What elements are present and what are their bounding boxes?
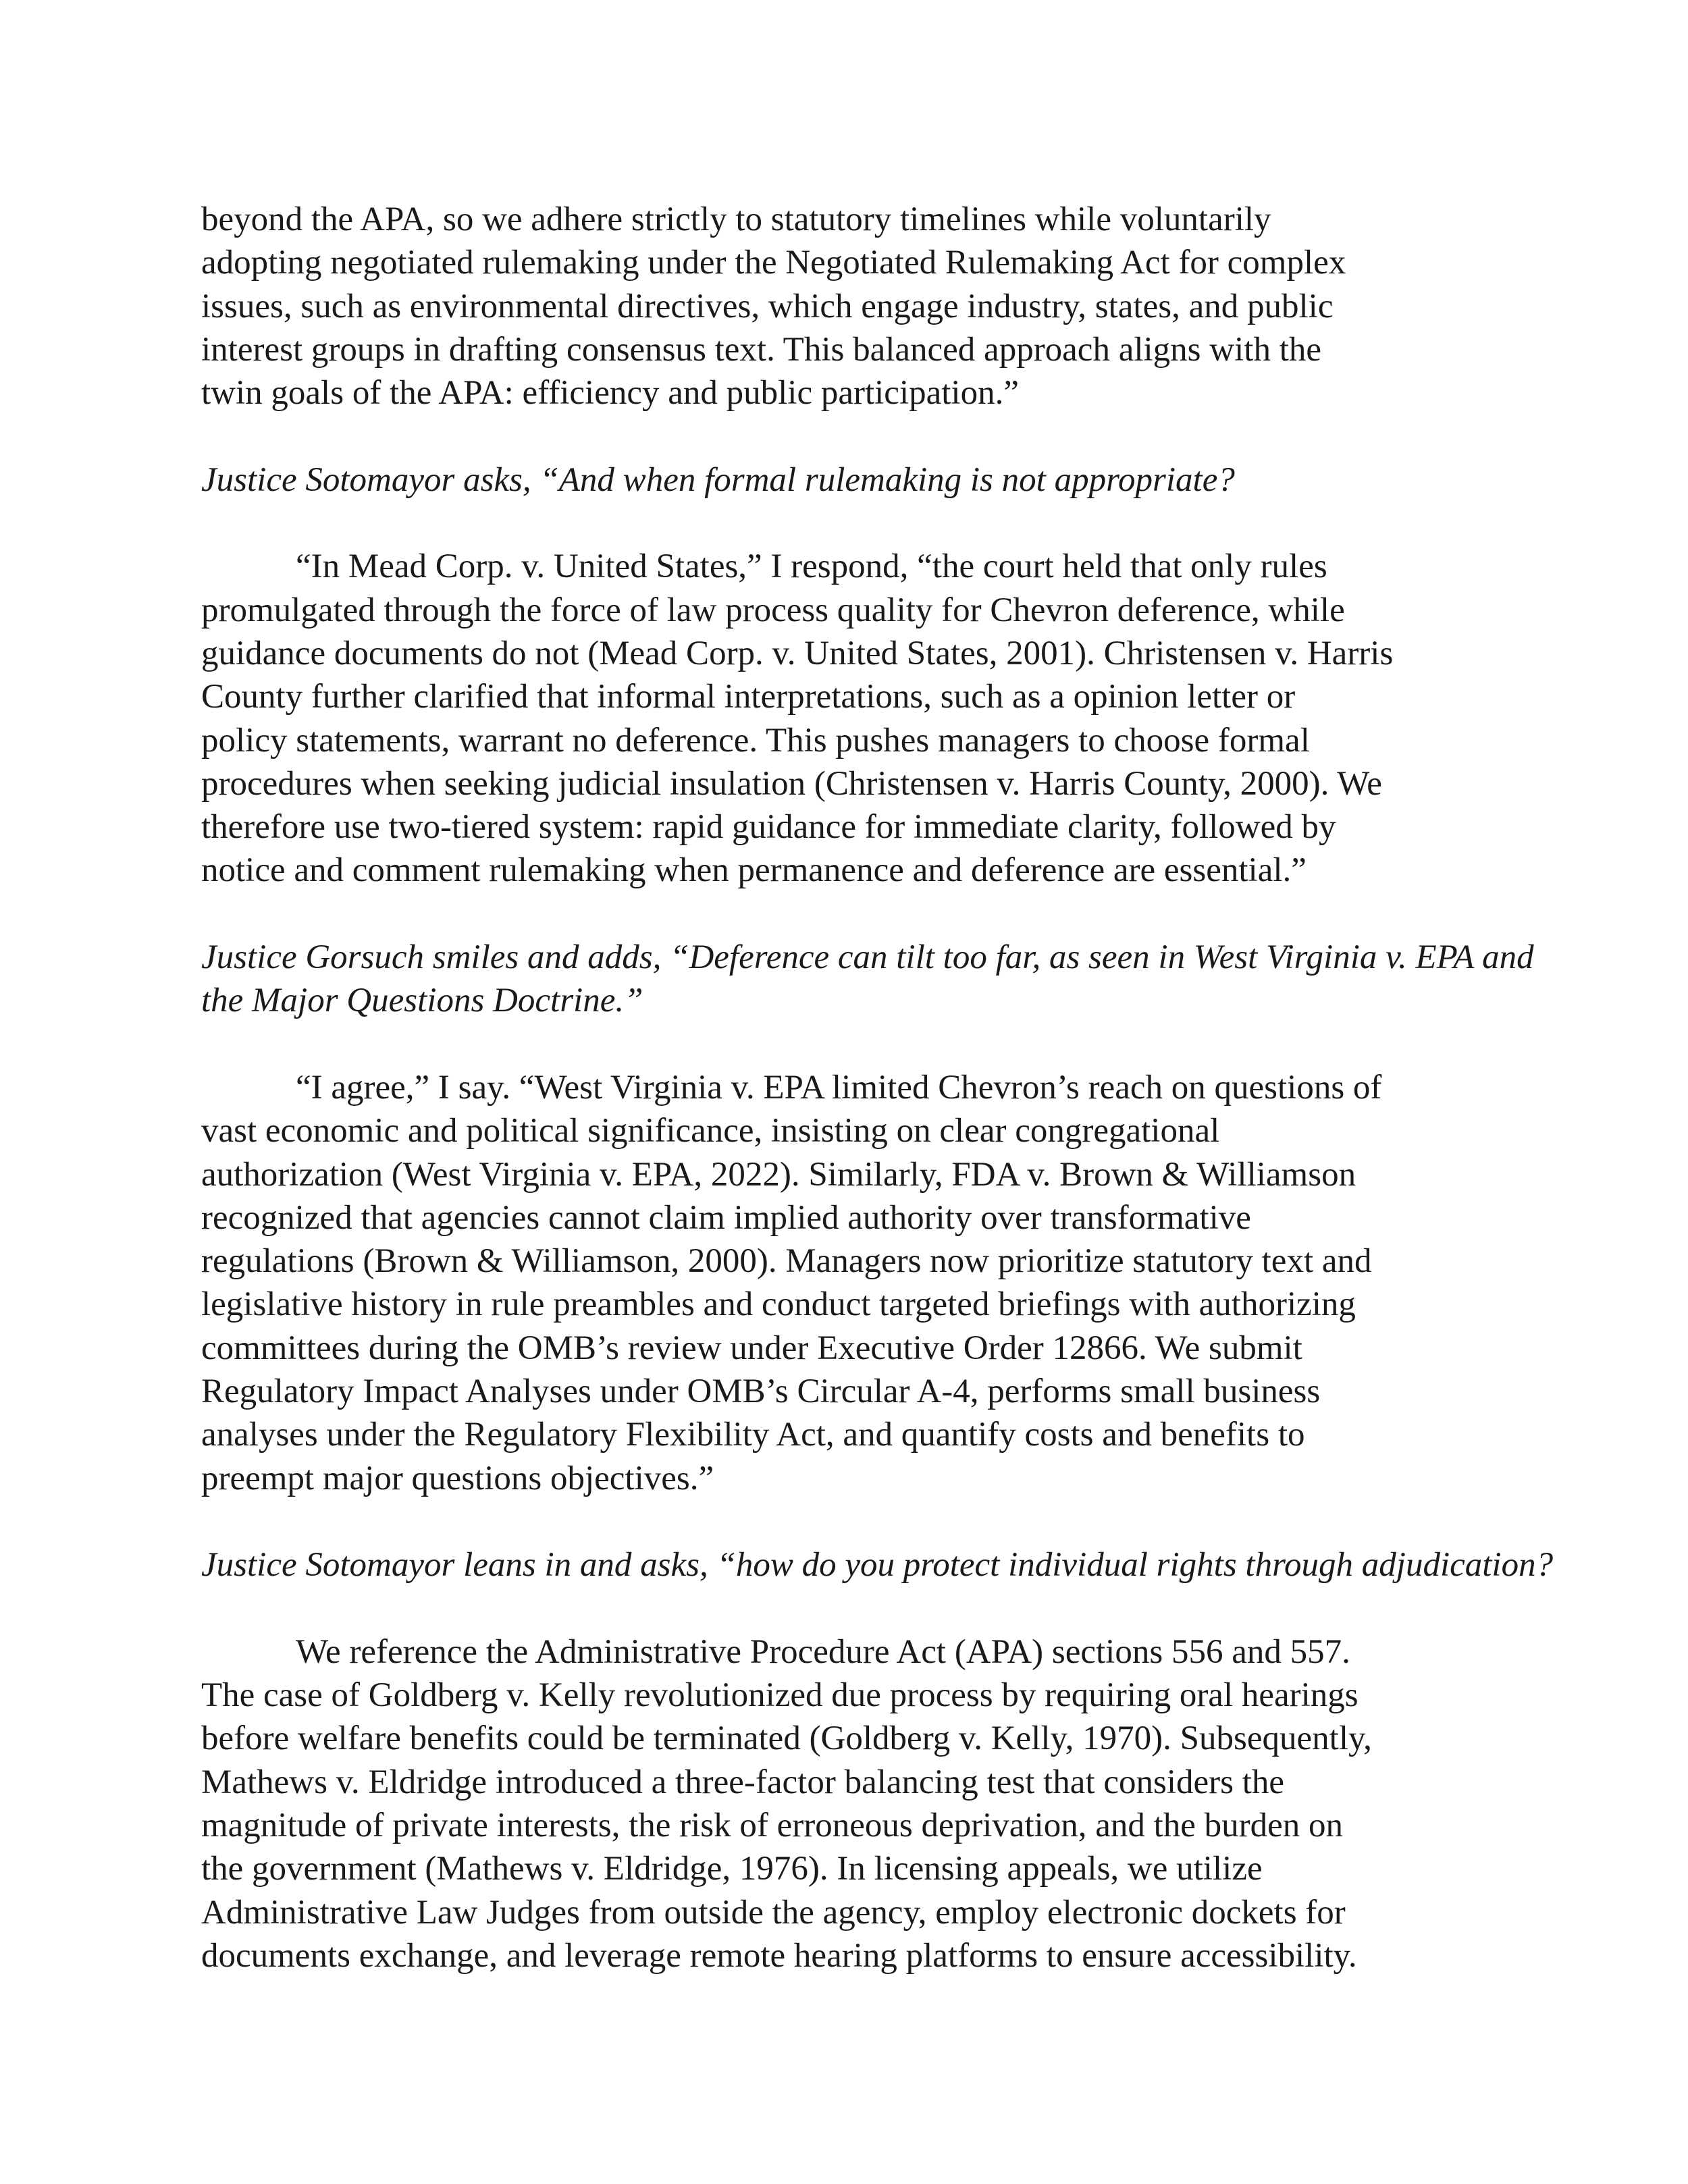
text-line: procedures when seeking judicial insulation (Christensen v. Harris County, 2000). We (201, 764, 1382, 803)
text-line: guidance documents do not (Mead Corp. v. United States, 2001). Christensen v. Harris (201, 634, 1394, 672)
text-line: preempt major questions objectives.” (201, 1459, 714, 1497)
paragraph-spacer (201, 1587, 1538, 1630)
text-line: beyond the APA, so we adhere strictly to statutory timelines while voluntarily (201, 201, 1271, 238)
text-line: committees during the OMB’s review under Executive Order 12866. We submit (201, 1329, 1302, 1367)
text-line: before welfare benefits could be terminated (Goldberg v. Kelly, 1970). Subsequently, (201, 1720, 1372, 1758)
text-line: legislative history in rule preambles and conduct targeted briefings with authorizing (201, 1285, 1356, 1324)
text-line: authorization (West Virginia v. EPA, 2022). Similarly, FDA v. Brown & Williamson (201, 1155, 1356, 1194)
text-line: magnitude of private interests, the risk of erroneous deprivation, and the burden on (201, 1806, 1344, 1844)
text-line: vast economic and political significance, insisting on clear congregational (201, 1112, 1220, 1150)
text-line: regulations (Brown & Williamson, 2000). Managers now prioritize statutory text and (201, 1242, 1372, 1281)
text-line: therefore use two-tiered system: rapid guidance for immediate clarity, followed by (201, 808, 1336, 847)
paragraph-spacer (201, 893, 1538, 936)
text-line: the Major Questions Doctrine.” (201, 982, 643, 1020)
text-line: issues, such as environmental directives, which engage industry, states, and public (201, 287, 1334, 325)
paragraph-spacer (201, 415, 1538, 458)
justice-question (201, 1543, 1554, 1587)
text-line: The case of Goldberg v. Kelly revolutionized due process by requiring oral hearings (201, 1676, 1359, 1715)
text-line: interest groups in drafting consensus text. This balanced approach aligns with the (201, 330, 1321, 369)
paragraph-spacer (201, 502, 1538, 545)
body-paragraph (201, 545, 1538, 892)
text-line: recognized that agencies cannot claim implied authority over transformative (201, 1198, 1251, 1237)
text-line: analyses under the Regulatory Flexibility Act, and quantify costs and benefits to (201, 1416, 1305, 1454)
justice-question (201, 458, 1538, 502)
body-paragraph (201, 1630, 1538, 1977)
paragraph-spacer (201, 1500, 1538, 1543)
text-line: Justice Gorsuch smiles and adds, “Deference can tilt too far, as seen in West Virginia v. EPA and (201, 938, 1534, 977)
text-line: notice and comment rulemaking when permanence and deference are essential.” (201, 851, 1307, 890)
text-line: Mathews v. Eldridge introduced a three-factor balancing test that considers the (201, 1763, 1285, 1801)
text-line: the government (Mathews v. Eldridge, 1976). In licensing appeals, we utilize (201, 1850, 1263, 1888)
text-line: adopting negotiated rulemaking under the Negotiated Rulemaking Act for complex (201, 244, 1346, 282)
justice-question (201, 936, 1538, 1023)
text-line: Administrative Law Judges from outside the agency, employ electronic dockets for (201, 1893, 1346, 1932)
text-line: promulgated through the force of law process quality for Chevron deference, while (201, 591, 1345, 629)
text-line: Regulatory Impact Analyses under OMB’s Circular A-4, performs small business (201, 1373, 1321, 1411)
body-paragraph (201, 198, 1538, 415)
text-line: “I agree,” I say. “West Virginia v. EPA limited Chevron’s reach on questions of (296, 1068, 1382, 1107)
document-page (201, 198, 1554, 1977)
paragraph-spacer (201, 1023, 1538, 1066)
text-line: We reference the Administrative Procedure Act (APA) sections 556 and 557. (296, 1632, 1350, 1671)
text-line: Justice Sotomayor leans in and asks, “how do you protect individual rights through adjudication? (201, 1546, 1554, 1584)
text-line: documents exchange, and leverage remote hearing platforms to ensure accessibility. (201, 1936, 1357, 1975)
body-paragraph (201, 1066, 1538, 1500)
text-line: twin goals of the APA: efficiency and public participation.” (201, 374, 1019, 412)
text-line: “In Mead Corp. v. United States,” I respond, “the court held that only rules (296, 548, 1327, 586)
text-line: Justice Sotomayor asks, “And when formal rulemaking is not appropriate? (201, 460, 1235, 499)
text-line: policy statements, warrant no deference. This pushes managers to choose formal (201, 721, 1310, 760)
text-line: County further clarified that informal interpretations, such as a opinion letter or (201, 678, 1296, 716)
